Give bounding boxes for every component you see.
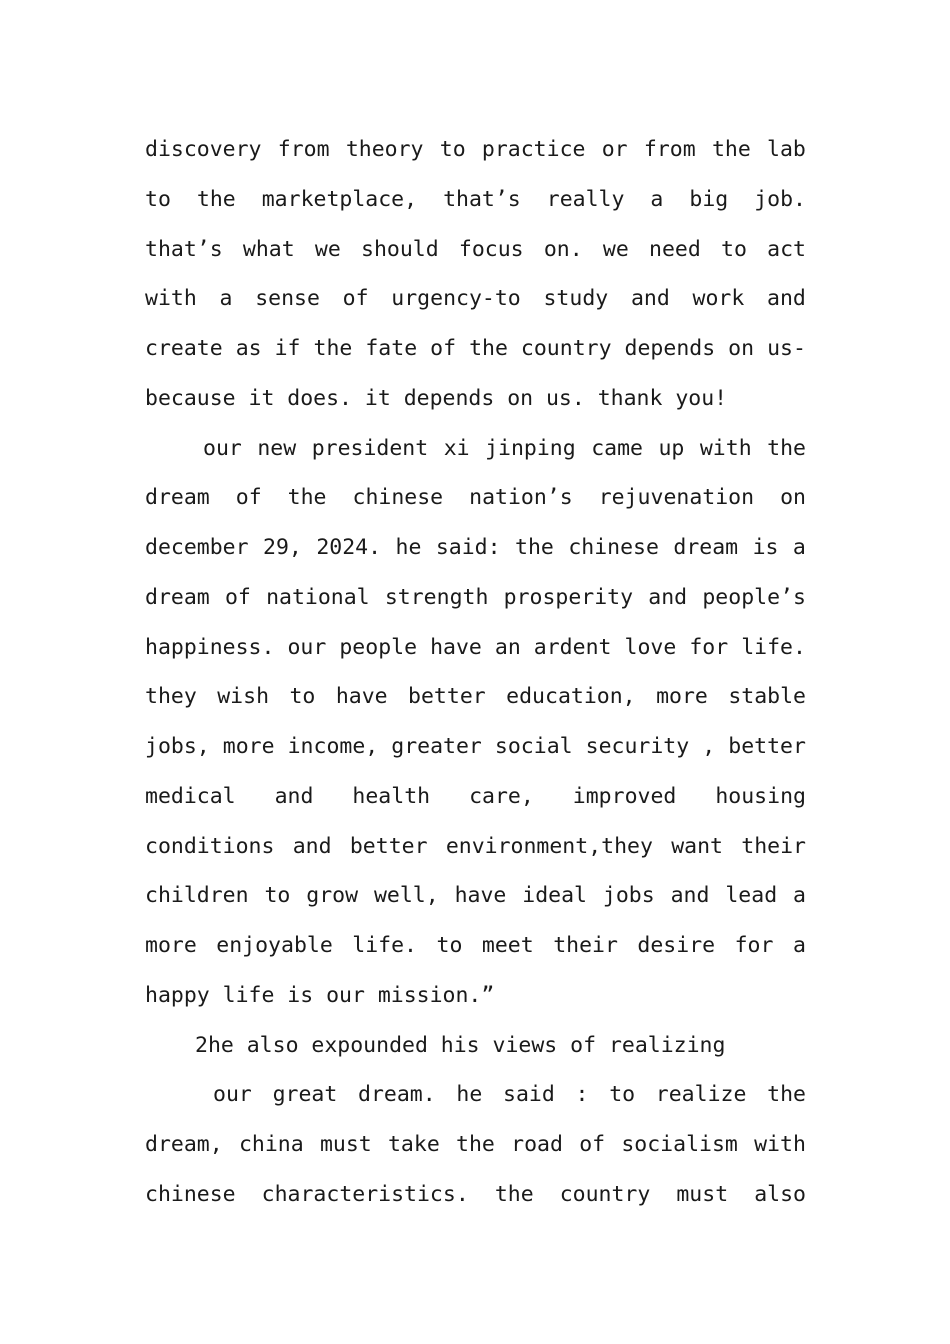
word: up [658,435,685,461]
word: take [387,1132,440,1157]
word: xi [443,435,470,461]
word: of [579,1132,606,1157]
word: an [494,634,521,660]
word: to [721,236,747,262]
word: ideal [522,883,588,909]
word: , [702,734,716,759]
word: big [689,186,729,212]
word: does. [287,385,353,411]
word: income, [287,734,379,759]
word: housing [715,783,806,809]
word: we [314,236,341,262]
word: dream [145,485,210,511]
word: for [734,933,774,958]
word: lead [725,883,778,909]
word: is [752,535,779,560]
word: our [326,982,365,1008]
text-line [145,971,806,1021]
word: desire [637,933,716,958]
word: grow [306,883,359,909]
word: mission.” [377,982,495,1008]
word: or [601,137,628,162]
word: of [235,485,262,511]
word: have [335,684,388,710]
text-line [145,921,806,971]
word: jobs [602,883,655,909]
word: social [494,734,573,759]
text-line [145,672,806,722]
word: it [248,385,275,411]
word: dream [673,535,739,560]
word: it [364,385,391,411]
word: more [656,684,708,710]
body-text [145,125,806,1220]
word: must [319,1132,372,1157]
word: their [741,833,806,859]
word: more [222,734,275,759]
word: said: [435,535,501,560]
word: better [728,734,806,759]
word: a [792,933,806,958]
word: said [503,1082,555,1108]
word: dream. [358,1082,436,1108]
word: greater [391,734,482,759]
word: education, [506,684,636,710]
word: from [643,137,696,162]
word: meet [481,933,534,958]
word: on. [543,236,583,262]
word: better [349,833,428,859]
word: practice [481,137,586,162]
word: socialism [621,1132,738,1157]
word: more [145,933,197,958]
word: rejuvenation [598,485,755,511]
word: well, [373,883,439,909]
word: realize [655,1082,747,1108]
word: came [591,435,643,461]
text-line [145,822,806,872]
word: our [213,1082,252,1108]
word: a [792,535,806,560]
text-line [145,473,806,523]
word: theory [345,137,424,162]
word: dream, [145,1132,223,1157]
word: the [767,1082,806,1108]
word: health [352,783,431,809]
word: depends [403,385,495,411]
word: depends [624,336,716,361]
word: and [670,883,710,909]
word: what [242,236,295,262]
word: as [235,336,262,361]
word: happy [145,982,210,1008]
word: on [780,485,806,511]
word: medical [145,783,236,809]
word: that’s [145,236,223,262]
word: a [793,883,806,909]
text-line [145,175,806,225]
word: love [624,634,677,660]
word: the [711,137,751,162]
text-line [145,125,806,175]
word: a [650,186,664,212]
text-line [145,1021,806,1071]
word: conditions [145,833,275,859]
word: to [145,186,171,212]
word: we [602,236,629,262]
word: the [469,336,508,361]
word: improved [572,783,677,809]
word: dream [145,584,210,610]
word: country [559,1181,651,1207]
text-line [145,1170,806,1220]
word: december [145,535,249,560]
word: president [311,435,429,461]
word: chinese [145,1181,236,1207]
word: enjoyable [216,933,333,958]
word: must [676,1181,729,1207]
word: fate [365,336,418,361]
word: strength [384,584,489,610]
word: the [767,435,806,461]
word: our [287,634,327,660]
word: of [224,584,251,610]
word: and [292,833,332,859]
word: us- [767,336,806,361]
word: on [728,336,755,361]
word: life. [741,634,806,660]
word: you! [675,385,728,411]
word: job. [754,186,806,212]
text-line [145,225,806,275]
word: the [313,336,353,361]
word: the [287,485,327,511]
word: should [361,236,439,262]
text-line [145,871,806,921]
word: to [264,883,291,909]
word: need [649,236,701,262]
word: with [699,435,752,461]
text-line [145,523,806,573]
word: study [543,286,609,312]
word: people’s [702,584,806,610]
word: great [272,1082,338,1108]
word: act [767,236,806,262]
word: realizing [608,1032,726,1058]
text-line [145,772,806,822]
word: and [767,286,806,312]
word: of [570,1032,597,1058]
word: views [492,1032,558,1058]
word: and [274,783,314,809]
word: that’s [443,186,521,212]
word: on [507,385,534,411]
word: country [520,336,612,361]
word: have [454,883,507,909]
word: the [456,1132,495,1157]
word: nation’s [469,485,573,511]
text-line [145,573,806,623]
word: 2024. [316,535,382,560]
text-line [145,374,806,424]
word: work [692,286,745,312]
word: life [222,982,275,1008]
word: he [456,1082,483,1108]
word: he [395,535,422,560]
text-line [145,623,806,673]
word: because [145,385,236,411]
word: prosperity [503,584,634,610]
word: with [754,1132,806,1157]
word: new [257,435,297,461]
word: ardent [533,634,612,660]
word: from [277,137,330,162]
word: to [289,684,316,710]
word: of [342,286,369,312]
word: jobs, [145,734,210,759]
word: lab [767,137,806,162]
word: the [196,186,236,212]
word: jinping [485,435,576,461]
word: security [585,734,690,759]
word: to [609,1082,636,1108]
text-line [145,1070,806,1120]
word: environment,they [445,833,653,859]
word: the [515,535,554,560]
word: 29, [263,535,302,560]
word: better [408,684,486,710]
word: their [553,933,618,958]
word: of [430,336,457,361]
word: people [339,634,418,660]
word: : [575,1082,589,1108]
word: also [246,1032,299,1058]
text-line [145,324,806,374]
word: and [648,584,688,610]
word: road [511,1132,563,1157]
word: happiness. [145,634,275,660]
word: sense [255,286,320,312]
word: china [238,1132,304,1157]
word: focus [458,236,524,262]
word: create [145,336,223,361]
word: urgency-to [391,286,521,312]
word: with [145,286,197,312]
word: stable [728,684,806,710]
word: they [145,684,197,710]
text-line [145,274,806,324]
word: care, [469,783,534,809]
word: also [754,1181,806,1207]
word: life. [352,933,418,958]
word: if [274,336,301,361]
word: wish [217,684,270,710]
word: 2he [195,1032,234,1058]
word: for [689,634,729,660]
word: discovery [145,137,262,162]
word: want [671,833,723,859]
word: chinese [352,485,444,511]
text-line [145,722,806,772]
word: expounded [311,1032,428,1058]
word: marketplace, [261,186,418,212]
word: to [439,137,466,162]
word: national [266,584,370,610]
word: to [436,933,463,958]
word: is [287,982,314,1008]
word: the [494,1181,534,1207]
word: and [630,286,670,312]
word: a [219,286,233,312]
word: children [145,883,249,909]
text-line [145,424,806,474]
word: chinese [568,535,659,560]
word: characteristics. [261,1181,469,1207]
word: really [546,186,625,212]
word: our [203,435,242,461]
word: us. [545,385,585,411]
word: his [440,1032,480,1058]
word: have [430,634,482,660]
word: thank [597,385,663,411]
text-line [145,1120,806,1170]
